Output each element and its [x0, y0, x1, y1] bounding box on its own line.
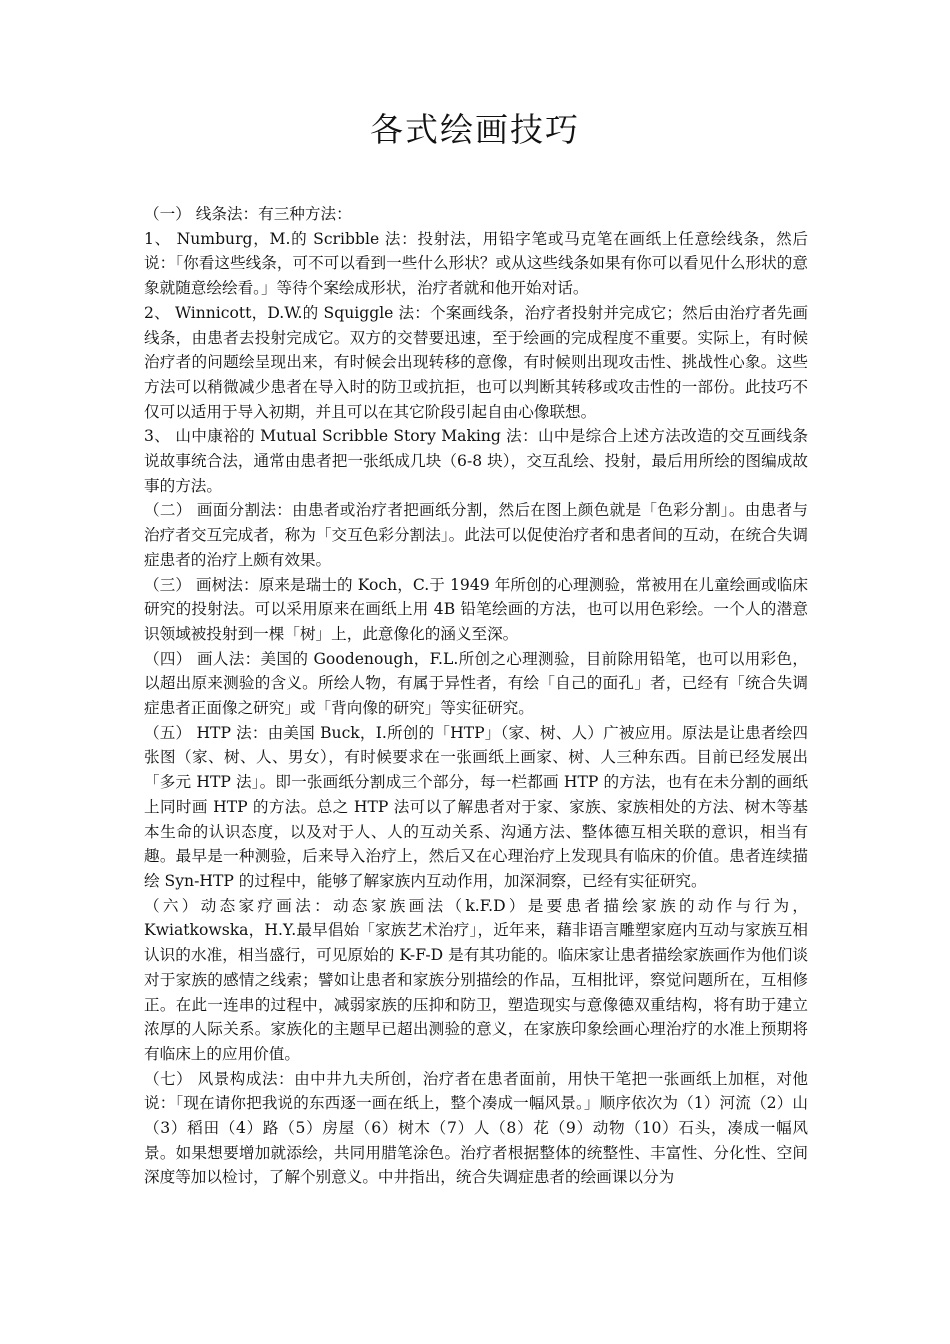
method-3-mutual-scribble: 3、 山中康裕的 Mutual Scribble Story Making 法：山中是综合上述方法改造的交互画线条说故事统合法，通常由患者把一张纸成几块（6-8 块），交互乱绘、投射，最后用所绘的图编成故事的方法。: [144, 427, 808, 495]
section-7-landscape: （七） 风景构成法：由中井九夫所创，治疗者在患者面前，用快干笔把一张画纸上加框，对他说：「现在请你把我说的东西逐一画在纸上，整个凑成一幅风景。」顺序依次为（1）河流（2）山（3）稻田（4）路（5）房屋（6）树木（7）人（8）花（9）动物（10）石头，凑成一幅风景。如果想要增加就添绘，共同用腊笔涂色。治疗者根据整体的统整性、丰富性、分化性、空间深度等加以检讨，了解个别意义。中井指出，统合失调症患者的绘画课以分为: [144, 1069, 808, 1187]
document-body: [144, 202, 808, 1190]
page-title: 各式绘画技巧: [370, 110, 580, 149]
section-3-tree: （三） 画树法：原来是瑞士的 Koch，C.于 1949 年所创的心理测验，常被用在儿童绘画或临床研究的投射法。可以采用原来在画纸上用 4B 铅笔绘画的方法，也可以用色彩绘。一个人的潜意识领域被投射到一棵「树」上，此意像化的涵义至深。: [144, 575, 808, 643]
section-2-division: （二） 画面分割法：由患者或治疗者把画纸分割，然后在图上颜色就是「色彩分割」。由患者与治疗者交互完成者，称为「交互色彩分割法」。此法可以促使治疗者和患者间的互动，在统合失调症患者的治疗上颇有效果。: [144, 501, 808, 569]
section-6-family: （六）动态家疗画法：动态家族画法（k.F.D）是要患者描绘家族的动作与行为，Kwiatkowska，H.Y.最早倡始「家族艺术治疗」，近年来，藉非语言雕塑家庭内互动与家族互相认识的水准，相当盛行，可见原始的 K-F-D 是有其功能的。临床家让患者描绘家族画作为他们谈对于家族的感情之线索；譬如让患者和家族分别描绘的作品，互相批评，察觉问题所在，互相修正。在此一连串的过程中，减弱家族的压抑和防卫，塑造现实与意像德双重结构，将有助于建立浓厚的人际关系。家族化的主题早已超出测验的意义，在家族印象绘画心理治疗的水准上预期将有临床上的应用价值。: [144, 896, 808, 1063]
section-4-person: （四） 画人法：美国的 Goodenough，F.L.所创之心理测验，目前除用铅笔，也可以用彩色，以超出原来测验的含义。所绘人物，有属于异性者，有绘「自己的面孔」者，已经有「统合失调症患者正面像之研究」或「背向像的研究」等实征研究。: [144, 649, 808, 718]
section-1-heading: （一） 线条法：有三种方法：: [144, 205, 352, 223]
section-5-htp: （五） HTP 法：由美国 Buck，I.所创的「HTP」（家、树、人）广被应用。原法是让患者绘四张图（家、树、人、男女），有时候要求在一张画纸上画家、树、人三种东西。目前已经发展出「多元 HTP 法」。即一张画纸分割成三个部分，每一栏都画 HTP 的方法，也有在未分割的画纸上同时画 HTP 的方法。总之 HTP 法可以了解患者对于家、家族、家族相处的方法、树木等基本生命的认识态度，以及对于人、人的互动关系、沟通方法、整体德互相关联的意识，相当有趣。最早是一种测验，后来导入治疗上，然后又在心理治疗上发现具有临床的价值。患者连续描绘 Syn-HTP 的过程中，能够了解家族内互动作用，加深洞察，已经有实征研究。: [144, 723, 808, 890]
method-2-squiggle: 2、 Winnicott，D.W.的 Squiggle 法：个案画线条，治疗者投射并完成它；然后由治疗者先画线条，由患者去投射完成它。双方的交替要迅速，至于绘画的完成程度不重要。实际上，有时候治疗者的问题绘呈现出来，有时候会出现转移的意像，有时候则出现攻击性、挑战性心象。这些方法可以稍微减少患者在导入时的防卫或抗拒，也可以判断其转移或攻击性的一部份。此技巧不仅可以适用于导入初期，并且可以在其它阶段引起自由心像联想。: [144, 303, 808, 421]
method-1-scribble: 1、 Numburg，M.的 Scribble 法：投射法，用铅字笔或马克笔在画纸上任意绘线条，然后说：「你看这些线条，可不可以看到一些什么形状？或从这些线条如果有你可以看见什么形状的意象就随意绘绘看。」等待个案绘成形状，治疗者就和他开始对话。: [144, 229, 808, 298]
